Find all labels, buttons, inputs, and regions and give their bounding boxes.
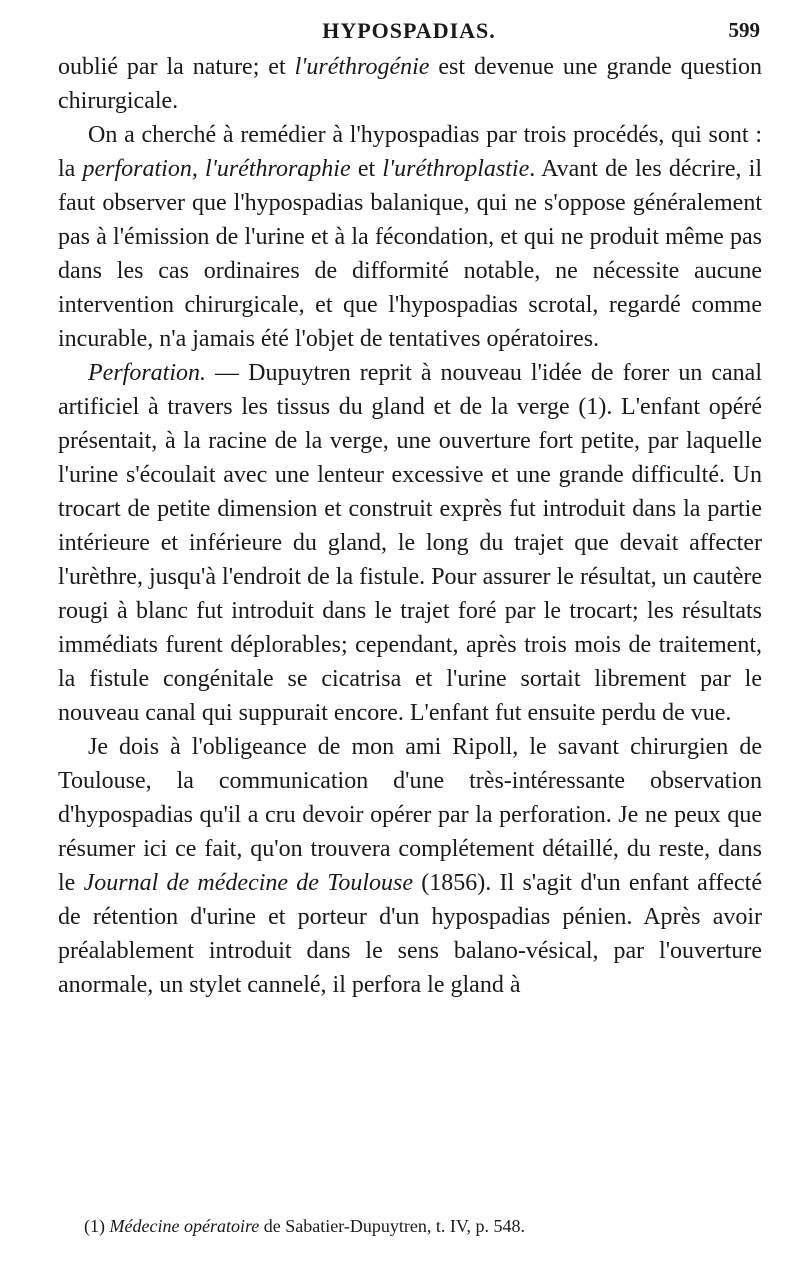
- text-run: On a cherché à remédier à l'hypospadias par trois procédés, qui sont : la: [58, 122, 762, 182]
- paragraph-4: [58, 730, 762, 1002]
- italic-term: l'uréthroplastie: [382, 156, 530, 182]
- paragraph-2: [58, 118, 762, 356]
- text-run: . Avant de les décrire, il faut observer que l'hypospadias balanique, qui ne s'oppose généralement pas à l'émission de l'urine et à la fécondation, et qui ne produit même pas dans les cas ordinaires de difformité notable, ne nécessite aucune intervention chirurgicale, et que l'hypospadias scrotal, regardé comme incurable, n'a jamais été l'objet de tentatives opératoires.: [58, 156, 762, 352]
- footnote-text: de Sabatier-Dupuytren, t. IV, p. 548.: [259, 1216, 526, 1236]
- text-run: est devenue une grande question chirurgicale.: [58, 54, 762, 114]
- running-title: HYPOSPADIAS.: [322, 18, 496, 43]
- text-run: et: [350, 156, 383, 182]
- section-heading: Perforation.: [88, 360, 206, 386]
- text-run: (1856). Il s'agit d'un enfant affecté de rétention d'urine et porteur d'un hypospadias pénien. Après avoir préalablement introduit dans le sens balano-vésical, par l'ouverture anormale, un stylet cannelé, il perfora le gland à: [58, 870, 762, 998]
- italic-term: Journal de médecine de Toulouse: [83, 870, 414, 896]
- paragraph-1: [58, 50, 762, 118]
- footnote-marker: (1): [84, 1216, 110, 1236]
- page-number: 599: [728, 18, 760, 42]
- text-run: oublié par la nature; et: [58, 54, 295, 80]
- italic-term: l'uréthrogénie: [294, 54, 430, 80]
- footnote: [84, 1216, 764, 1237]
- body-text: [58, 50, 762, 1002]
- running-header: [58, 18, 760, 48]
- paragraph-3: [58, 356, 762, 730]
- footnote-title: Médecine opératoire: [109, 1216, 260, 1236]
- italic-term: perforation, l'uréthroraphie: [82, 156, 351, 182]
- text-run: Je dois à l'obligeance de mon ami Ripoll, le savant chirurgien de Toulouse, la communication d'une très-intéressante observation d'hypospadias qu'il a cru devoir opérer par la perforation. Je ne peux que résumer ici ce fait, qu'on trouvera complétement détaillé, du reste, dans le: [58, 734, 762, 896]
- text-run: — Dupuytren reprit à nouveau l'idée de forer un canal artificiel à travers les tissus du gland et de la verge (1). L'enfant opéré présentait, à la racine de la verge, une ouverture fort petite, par laquelle l'urine s'écoulait avec une lenteur excessive et une grande difficulté. Un trocart de petite dimension et construit exprès fut introduit dans la partie intérieure et inférieure du gland, le long du trajet que devait affecter l'urèthre, jusqu'à l'endroit de la fistule. Pour assurer le résultat, un cautère rougi à blanc fut introduit dans le trajet foré par le trocart; les résultats immédiats furent déplorables; cependant, après trois mois de traitement, la fistule congénitale se cicatrisa et l'urine sortait librement par le nouveau canal qui suppurait encore. L'enfant fut ensuite perdu de vue.: [58, 360, 762, 726]
